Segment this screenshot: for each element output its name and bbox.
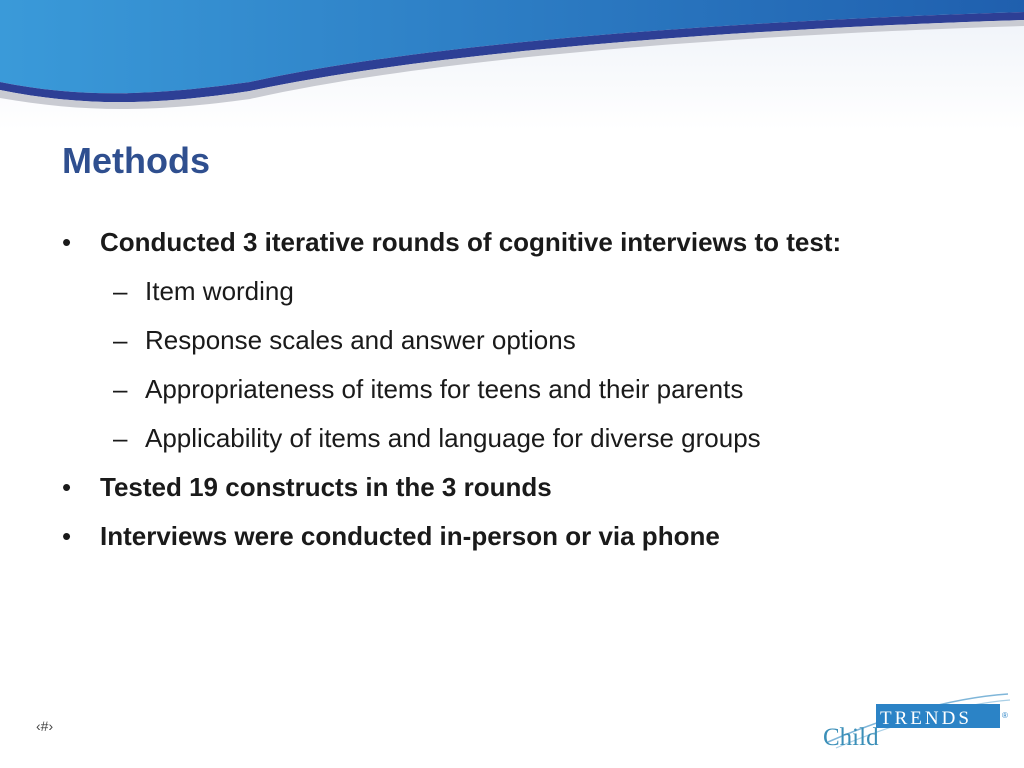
bullet-item bbox=[62, 516, 1002, 565]
bullet-list bbox=[62, 222, 1002, 565]
slide-number: ‹#› bbox=[36, 718, 54, 734]
sub-bullet-marker: – bbox=[113, 325, 128, 355]
sub-bullet-item bbox=[62, 369, 1002, 418]
sub-bullet-marker: – bbox=[113, 374, 128, 404]
sub-bullet-item bbox=[62, 271, 1002, 320]
bullet-marker: • bbox=[62, 472, 72, 502]
sub-bullet-item bbox=[62, 320, 1002, 369]
sub-bullet-text: Appropriateness of items for teens and their parents bbox=[145, 374, 744, 404]
sub-bullet-text: Response scales and answer options bbox=[145, 325, 576, 355]
logo-word-trends: TRENDS bbox=[880, 708, 972, 729]
sub-bullet-text: Item wording bbox=[145, 276, 294, 306]
bullet-marker: • bbox=[62, 521, 72, 551]
bullet-text: Interviews were conducted in-person or via phone bbox=[100, 521, 720, 551]
logo-registered-mark: ® bbox=[1002, 711, 1008, 720]
bullet-text: Conducted 3 iterative rounds of cognitive interviews to test: bbox=[100, 227, 842, 257]
bullet-item bbox=[62, 467, 1002, 516]
sub-bullet-item bbox=[62, 418, 1002, 467]
child-trends-logo bbox=[818, 690, 1018, 760]
bullet-item bbox=[62, 222, 1002, 271]
sub-bullet-marker: – bbox=[113, 276, 128, 306]
logo-word-child: Child bbox=[823, 724, 879, 751]
sub-bullet-text: Applicability of items and language for diverse groups bbox=[145, 423, 761, 453]
bullet-marker: • bbox=[62, 227, 72, 257]
header-banner bbox=[0, 0, 1024, 130]
sub-bullet-marker: – bbox=[113, 423, 128, 453]
bullet-text: Tested 19 constructs in the 3 rounds bbox=[100, 472, 552, 502]
slide-title: Methods bbox=[62, 140, 210, 181]
